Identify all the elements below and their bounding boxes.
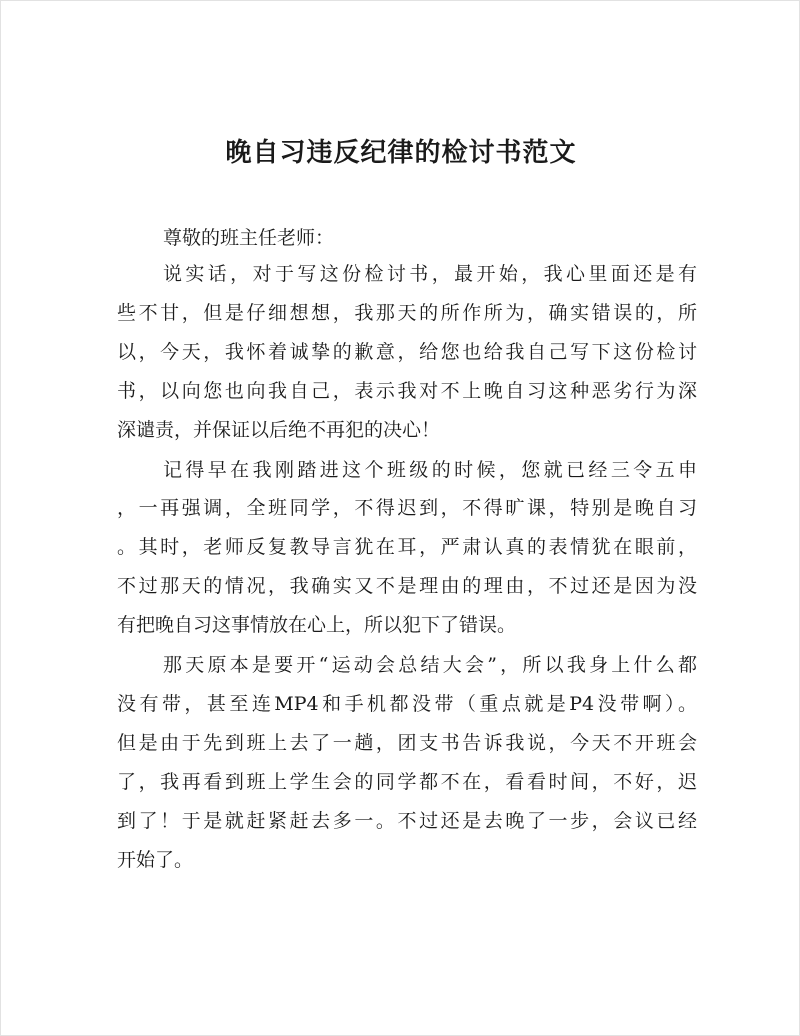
paragraph-1-line-1: 说实话，对于写这份检讨书，最开始，我心里面还是有	[163, 263, 697, 285]
paragraph-3-line-2: 没有带，甚至连MP4和手机都没带（重点就是P4没带啊）。	[117, 693, 697, 715]
paragraph-2-line-3: 。其时，老师反复教导言犹在耳，严肃认真的表情犹在眼前，	[117, 536, 697, 558]
salutation: 尊敬的班主任老师：	[163, 227, 335, 249]
document-title: 晚自习违反纪律的检讨书范文	[225, 138, 577, 168]
paragraph-3-line-5: 到了！于是就赶紧赶去多一。不过还是去晚了一步，会议已经	[117, 810, 697, 832]
paragraph-3-line-1: 那天原本是要开“运动会总结大会”，所以我身上什么都	[163, 654, 697, 676]
paragraph-1-line-4: 书，以向您也向我自己，表示我对不上晚自习这种恶劣行为深	[117, 380, 697, 402]
paragraph-2-line-4: 不过那天的情况，我确实又不是理由的理由，不过还是因为没	[117, 575, 697, 597]
paragraph-1-line-2: 些不甘，但是仔细想想，我那天的所作所为，确实错误的，所	[117, 302, 697, 324]
paragraph-1-line-3: 以，今天，我怀着诚挚的歉意，给您也给我自己写下这份检讨	[117, 341, 697, 363]
paragraph-2-line-2: ，一再强调，全班同学，不得迟到，不得旷课，特别是晚自习	[117, 497, 697, 519]
paragraph-2-line-1: 记得早在我刚踏进这个班级的时候，您就已经三令五申	[163, 459, 697, 481]
paragraph-3-line-6: 开始了。	[117, 849, 194, 871]
paragraph-3-line-3: 但是由于先到班上去了一趟，团支书告诉我说，今天不开班会	[117, 732, 697, 754]
paragraph-1-line-5: 深谴责，并保证以后绝不再犯的决心！	[117, 419, 441, 441]
paragraph-3-line-4: 了，我再看到班上学生会的同学都不在，看看时间，不好，迟	[117, 771, 697, 793]
paragraph-2-line-5: 有把晚自习这事情放在心上，所以犯下了错误。	[117, 614, 517, 636]
